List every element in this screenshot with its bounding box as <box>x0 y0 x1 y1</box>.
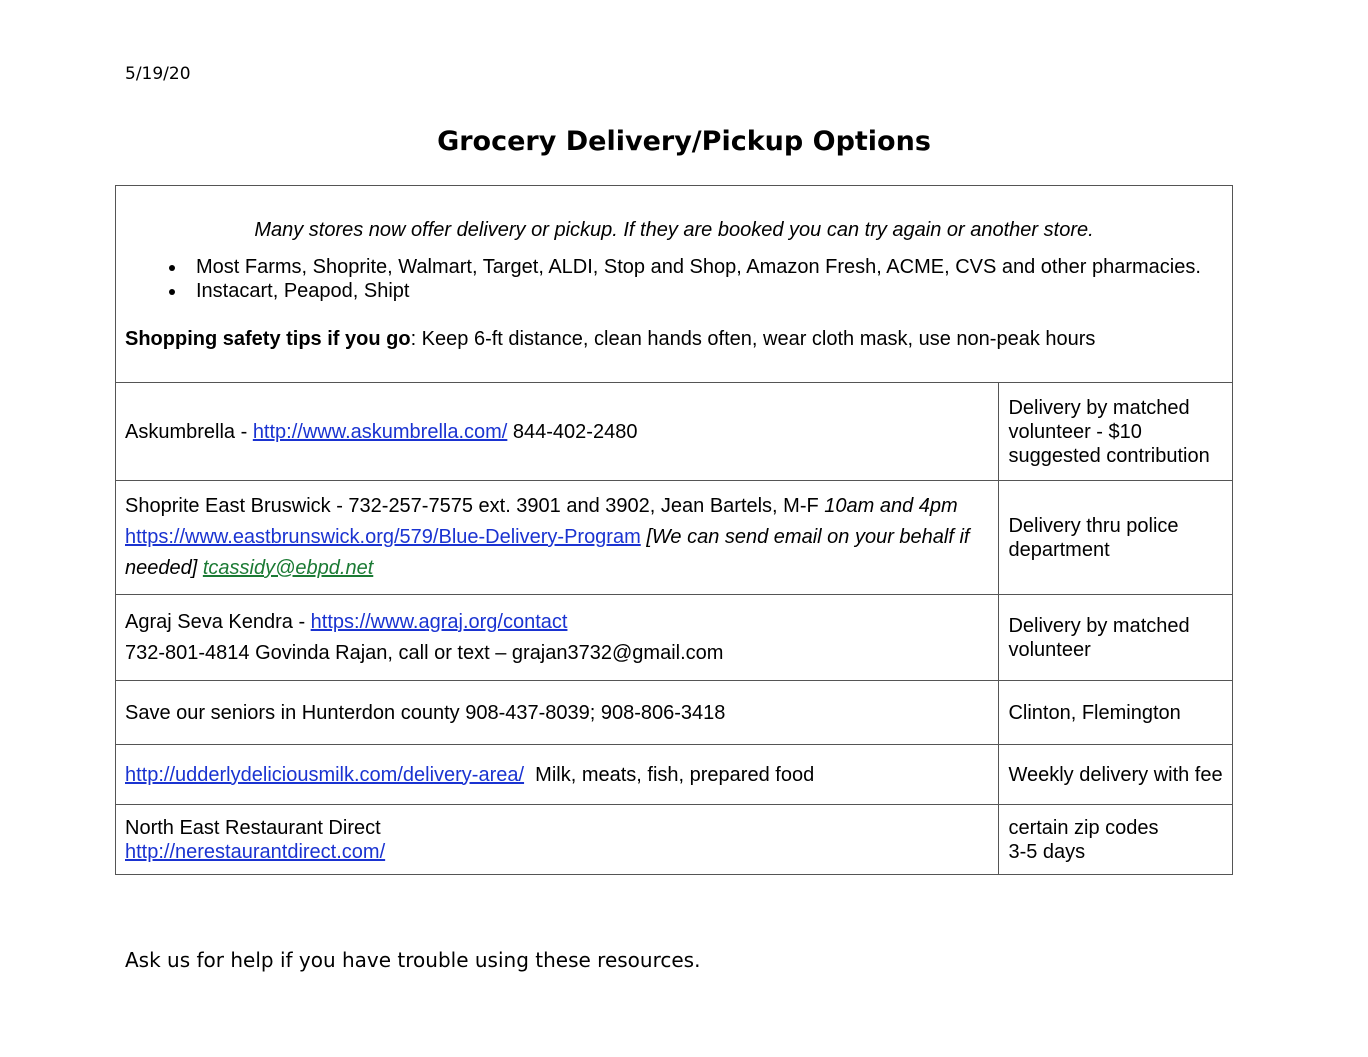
service-cell: Delivery thru police department <box>999 481 1233 595</box>
resource-description: Milk, meats, fish, prepared food <box>524 763 815 786</box>
resource-name: North East Restaurant Direct <box>125 816 381 839</box>
intro-row <box>116 186 1233 383</box>
resource-hours: 10am and 4pm <box>824 495 958 517</box>
table-row <box>116 681 1233 745</box>
list-item: • Most Farms, Shoprite, Walmart, Target, ALDI, Stop and Shop, Amazon Fresh, ACME, CVS and other pharmacies. <box>187 255 1223 279</box>
resource-link[interactable]: https://www.eastbrunswick.org/579/Blue-Delivery-Program <box>125 526 641 548</box>
footer-note: Ask us for help if you have trouble using these resources. <box>125 948 701 972</box>
resource-cell <box>116 595 999 681</box>
table-row <box>116 595 1233 681</box>
table-row <box>116 745 1233 805</box>
resource-cell <box>116 805 999 875</box>
resource-link[interactable]: https://www.agraj.org/contact <box>310 610 568 633</box>
resource-cell <box>116 745 999 805</box>
service-cell: Weekly delivery with fee <box>999 745 1233 805</box>
resource-name: Askumbrella - <box>125 420 253 443</box>
resource-contact: 732-801-4814 Govinda Rajan, call or text – grajan3732@gmail.com <box>125 641 724 664</box>
service-cell: Delivery by matched volunteer - $10 suggested contribution <box>999 383 1233 481</box>
resource-link[interactable]: http://udderlydeliciousmilk.com/delivery-area/ <box>125 763 525 786</box>
resource-note: [We can send email on your behalf if needed] <box>125 526 970 579</box>
list-item: • Instacart, Peapod, Shipt <box>187 279 1223 303</box>
intro-cell <box>116 186 1233 383</box>
table-row <box>116 383 1233 481</box>
service-cell <box>999 805 1233 875</box>
safety-tips <box>125 327 1223 351</box>
document-date: 5/19/20 <box>125 64 191 84</box>
resource-cell: Save our seniors in Hunterdon county 908-437-8039; 908-806-3418 <box>116 681 999 745</box>
resource-cell <box>116 481 999 595</box>
service-line: 3-5 days <box>1008 840 1086 863</box>
service-cell: Delivery by matched volunteer <box>999 595 1233 681</box>
service-line: certain zip codes <box>1008 816 1159 839</box>
resource-link[interactable]: http://www.askumbrella.com/ <box>252 420 508 443</box>
resource-name: Agraj Seva Kendra - <box>125 610 311 633</box>
table-row <box>116 805 1233 875</box>
page-title: Grocery Delivery/Pickup Options <box>437 126 931 157</box>
safety-tips-label: Shopping safety tips if you go <box>125 328 411 350</box>
email-link[interactable]: tcassidy@ebpd.net <box>202 557 374 579</box>
resource-table <box>115 185 1233 875</box>
service-cell: Clinton, Flemington <box>999 681 1233 745</box>
resource-name: Shoprite East Bruswick - 732-257-7575 ext. 3901 and 3902, Jean Bartels, M-F <box>125 495 825 517</box>
store-list <box>125 255 1223 303</box>
intro-note: Many stores now offer delivery or pickup. If they are booked you can try again or another store. <box>254 219 1094 241</box>
safety-tips-text: : Keep 6-ft distance, clean hands often, wear cloth mask, use non-peak hours <box>410 328 1096 350</box>
resource-link[interactable]: http://nerestaurantdirect.com/ <box>125 840 386 863</box>
resource-phone: 844-402-2480 <box>507 420 638 443</box>
resource-cell <box>116 383 999 481</box>
table-row <box>116 481 1233 595</box>
